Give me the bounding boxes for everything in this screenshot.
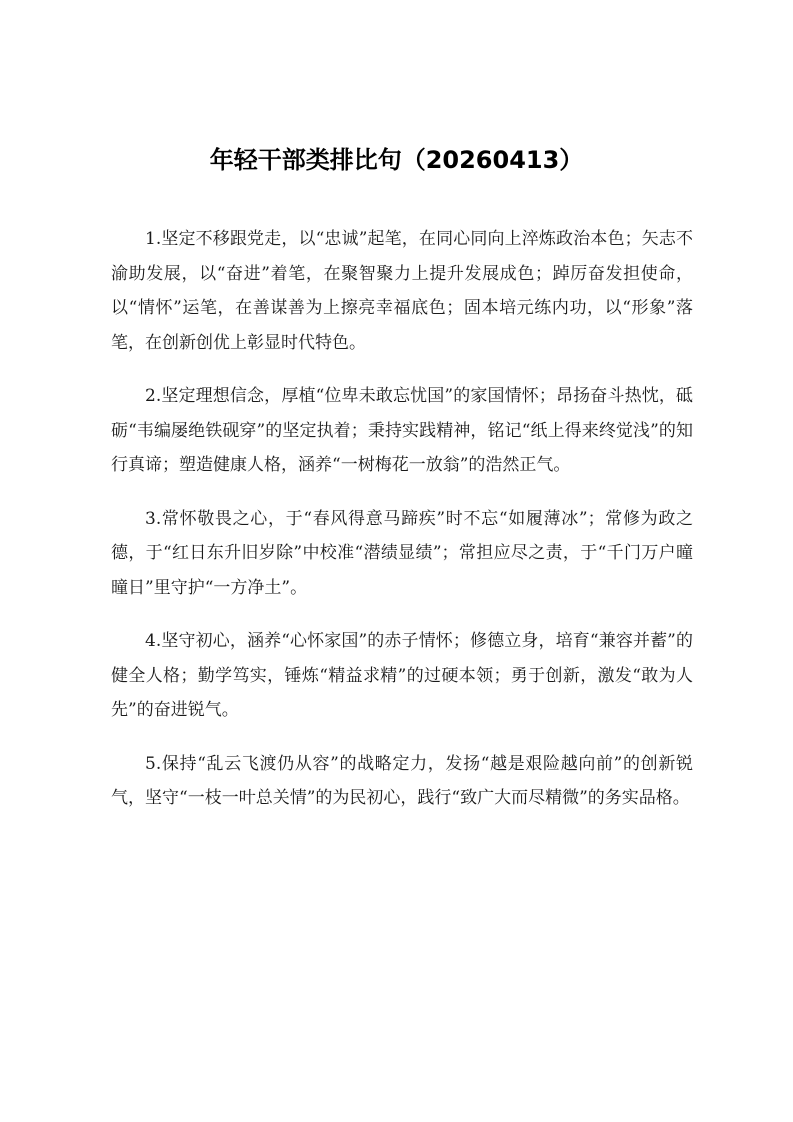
- paragraph-1: 1.坚定不移跟党走，以“忠诚”起笔，在同心同向上淬炼政治本色；矢志不渝助发展，以“奋进”着笔，在聚智聚力上提升发展成色；踔厉奋发担使命，以“情怀”运笔，在善谋善为上擦亮幸福底色；固本培元练内功，以“形象”落笔，在创新创优上彰显时代特色。: [111, 229, 693, 353]
- document-title: 年轻干部类排比句（20260413）: [209, 146, 584, 174]
- paragraph-3: 3.常怀敬畏之心，于“春风得意马蹄疾”时不忘“如履薄冰”；常修为政之德，于“红日东升旧岁除”中校准“潜绩显绩”；常担应尽之责，于“千门万户曈曈日”里守护“一方净土”。: [111, 508, 693, 598]
- document-body: [111, 222, 693, 835]
- paragraph-4: 4.坚守初心，涵养“心怀家国”的赤子情怀；修德立身，培育“兼容并蓄”的健全人格；勤学笃实，锤炼“精益求精”的过硬本领；勇于创新，激发“敢为人先”的奋进锐气。: [111, 631, 693, 720]
- paragraph-5: 5.保持“乱云飞渡仍从容”的战略定力，发扬“越是艰险越向前”的创新锐气，坚守“一枝一叶总关情”的为民初心，践行“致广大而尽精微”的务实品格。: [111, 753, 693, 808]
- paragraph-2: 2.坚定理想信念，厚植“位卑未敢忘忧国”的家国情怀；昂扬奋斗热忱，砥砺“韦编屡绝铁砚穿”的坚定执着；秉持实践精神，铭记“纸上得来终觉浅”的知行真谛；塑造健康人格，涵养“一树梅花一放翁”的浩然正气。: [111, 386, 693, 475]
